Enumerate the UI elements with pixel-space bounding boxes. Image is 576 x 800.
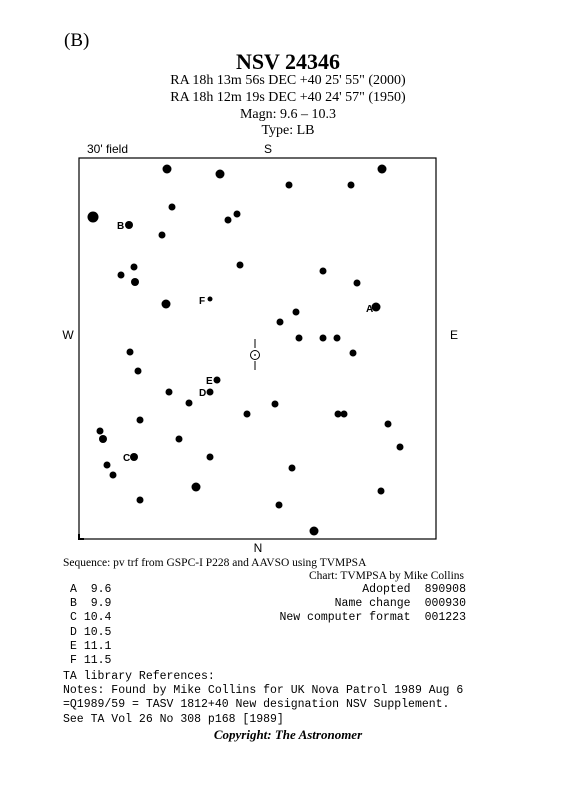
star-dot — [169, 204, 176, 211]
magnitude-row-b: B 9.9 — [70, 597, 112, 611]
star-dot — [97, 428, 104, 435]
star-dot — [378, 488, 385, 495]
star-dot — [289, 465, 296, 472]
star-dot — [163, 165, 172, 174]
star-dot — [276, 502, 283, 509]
star-dot — [244, 411, 251, 418]
variable-star-marker — [251, 339, 260, 370]
star-dot — [166, 389, 173, 396]
copyright: Copyright: The Astronomer — [213, 727, 363, 742]
star-dot — [293, 309, 300, 316]
sequence-note: Sequence: pv trf from GSPC-I P228 and AAVSO using TVMPSA — [63, 557, 367, 569]
star-dot — [397, 444, 404, 451]
magnitude-row-c: C 10.4 — [70, 611, 112, 625]
star-dot — [272, 401, 279, 408]
comparison-label-a: A — [366, 304, 374, 315]
star-dot — [104, 462, 111, 469]
magnitude-range: Magn: 9.6 – 10.3 — [239, 107, 337, 122]
coords-1950: RA 18h 12m 19s DEC +40 24' 57" (1950) — [170, 90, 406, 105]
notes-line-2: =Q1989/59 = TASV 1812+40 New designation NSV Supplement. — [63, 698, 450, 712]
figure-label: (B) — [64, 30, 90, 51]
star-dot — [237, 262, 244, 269]
magnitude-list — [70, 583, 111, 668]
notes-line-1: Notes: Found by Mike Collins for UK Nova Patrol 1989 Aug 6 — [63, 684, 464, 698]
star-dot — [192, 483, 201, 492]
star-dot — [125, 221, 133, 229]
star-dot — [135, 368, 142, 375]
field-label: 30' field — [87, 142, 128, 156]
star-dot — [127, 349, 134, 356]
references-heading: TA library References: — [63, 670, 215, 683]
direction-north: N — [253, 541, 263, 555]
chart-frame — [79, 158, 436, 539]
star-dot — [335, 411, 342, 418]
star-dot — [131, 278, 139, 286]
star-dot — [341, 411, 348, 418]
star-dot — [320, 268, 327, 275]
comparison-label-c: C — [123, 453, 131, 464]
star-dot — [99, 435, 107, 443]
comparison-label-d: D — [199, 388, 207, 399]
star-dot — [320, 335, 327, 342]
star-dot — [137, 417, 144, 424]
star-dot — [277, 319, 284, 326]
frame-corner-mark — [79, 534, 84, 539]
notes-line-3: See TA Vol 26 No 308 p168 [1989] — [63, 712, 284, 726]
notes-block — [63, 670, 463, 727]
star-dot — [208, 297, 213, 302]
star-dot — [214, 377, 221, 384]
star-dot — [207, 389, 214, 396]
magnitude-row-e: E 11.1 — [70, 639, 112, 653]
star-dot — [225, 217, 232, 224]
coords-2000: RA 18h 13m 56s DEC +40 25' 55" (2000) — [170, 73, 406, 88]
star-dot — [348, 182, 355, 189]
star-dot — [110, 472, 117, 479]
star-dot — [131, 264, 138, 271]
direction-east: E — [449, 328, 459, 342]
star-dot — [137, 497, 144, 504]
history-row-adopted: Adopted 890908 — [362, 583, 466, 596]
star-dot — [286, 182, 293, 189]
star-dot — [186, 400, 193, 407]
magnitude-row-f: F 11.5 — [70, 654, 112, 668]
comparison-label-b: B — [117, 221, 125, 232]
star-dot — [159, 232, 166, 239]
history-list — [262, 583, 466, 626]
page-title: NSV 24346 — [235, 49, 341, 74]
star-dot — [162, 300, 171, 309]
variable-type: Type: LB — [261, 123, 315, 138]
magnitude-row-d: D 10.5 — [70, 625, 112, 639]
field-stars — [88, 165, 404, 536]
history-row-format: New computer format 001223 — [279, 611, 466, 625]
star-dot — [378, 165, 387, 174]
star-dot — [310, 527, 319, 536]
star-dot — [130, 453, 138, 461]
direction-west: W — [62, 328, 74, 342]
star-dot — [296, 335, 303, 342]
star-dot — [385, 421, 392, 428]
star-dot — [350, 350, 357, 357]
chart-credit: Chart: TVMPSA by Mike Collins — [308, 570, 464, 582]
star-dot — [118, 272, 125, 279]
comparison-label-e: E — [206, 376, 213, 387]
history-row-name-change: Name change 000930 — [334, 597, 466, 611]
star-dot — [234, 211, 241, 218]
star-dot — [176, 436, 183, 443]
comparison-label-f: F — [199, 296, 206, 307]
star-dot — [216, 170, 225, 179]
star-dot — [207, 454, 214, 461]
direction-south: S — [263, 142, 273, 156]
star-dot — [354, 280, 361, 287]
star-dot — [88, 212, 99, 223]
magnitude-row-a: A 9.6 — [70, 583, 112, 596]
star-dot — [334, 335, 341, 342]
